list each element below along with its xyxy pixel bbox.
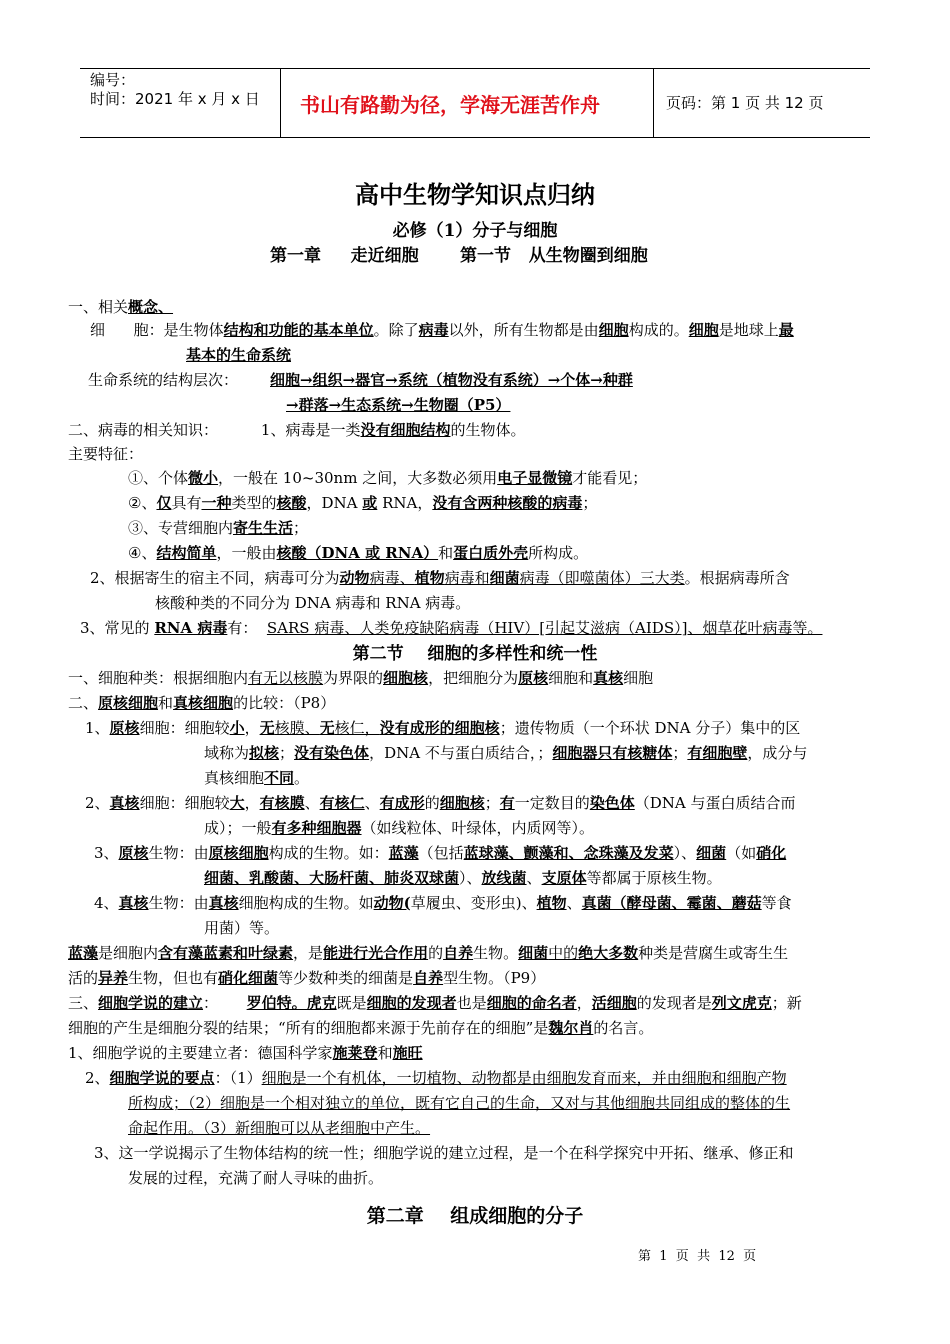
s2-heading: 二、病毒的相关知识： 1、病毒是一类没有细胞结构的生物体。: [68, 421, 526, 439]
prokaryote-cell-cont: 域称为拟核；没有染色体，DNA 不与蛋白质结合，；细胞器只有核糖体；有细胞壁，成分与: [204, 744, 808, 762]
virus-classes: 2、根据寄生的宿主不同，病毒可分为动物病毒、植物病毒和细菌病毒（即噬菌体）三大类。根据病毒所含: [90, 569, 790, 587]
header-divider: [653, 69, 654, 137]
prokaryote-cell: 1、原核细胞：细胞较小，无核膜、无核仁，没有成形的细胞核；遗传物质（一个环状 DNA 分子）集中的区: [85, 719, 801, 737]
cell-compare: 二、原核细胞和真核细胞的比较：（P8）: [68, 694, 336, 712]
main-features: 主要特征：: [68, 445, 144, 463]
header-page-info: 页码：第 1 页 共 12 页: [666, 94, 824, 112]
cell-definition-cont: 基本的生命系统: [186, 346, 292, 364]
levels-line-1: 细胞→组织→器官→系统（植物没有系统）→个体→种群: [270, 371, 633, 389]
cell-types: 一、细胞种类：根据细胞内有无以核膜为界限的细胞核，把细胞分为原核细胞和真核细胞: [68, 669, 654, 687]
cell-theory-significance: 3、这一学说揭示了生物体结构的统一性；细胞学说的建立过程，是一个在科学探究中开拓、继承、修正和: [94, 1144, 794, 1162]
levels-label: 生命系统的结构层次：: [88, 371, 239, 389]
eukaryote-cell-cont: 成）；一般有多种细胞器（如线粒体、叶绿体，内质网等）。: [204, 819, 595, 837]
page-footer: 第 1 页 共 12 页: [638, 1249, 757, 1264]
eukaryote-organism: 4、真核生物：由真核细胞构成的生物。如动物(草履虫、变形虫)、植物、真菌（酵母菌、霉菌、蘑菇等食: [94, 894, 792, 912]
blue-algae-note-cont: 活的异养生物，但也有硝化细菌等少数种类的细菌是自养型生物。（P9）: [68, 969, 546, 987]
cell-theory-heading-cont: 细胞的产生是细胞分裂的结果；“所有的细胞都来源于先前存在的细胞”是魏尔肖的名言。: [68, 1019, 654, 1037]
cell-theory-points: 2、细胞学说的要点：（1）细胞是一个有机体，一切植物、动物都是由细胞发育而来，并由细胞和细胞产物: [85, 1069, 787, 1087]
feature-3: ③、专营细胞内寄生生活；: [128, 519, 309, 537]
s1-heading: 一、相关概念、: [68, 298, 174, 316]
feature-1: ①、个体微小，一般在 10~30nm 之间，大多数必须用电子显微镜才能看见；: [128, 469, 648, 487]
eukaryote-organism-cont: 用菌）等。: [204, 919, 280, 937]
rna-viruses: 3、常见的 RNA 病毒有： SARS 病毒、人类免疫缺陷病毒（HIV）[引起艾滋病（AIDS）]、烟草花叶病毒等。: [80, 619, 823, 637]
header-serial: 编号：: [90, 71, 136, 89]
prokaryote-cell-cont2: 真核细胞不同。: [204, 769, 310, 787]
header-divider: [280, 69, 281, 137]
page-title: 高中生物学知识点归纳: [355, 181, 595, 209]
eukaryote-cell: 2、真核细胞：细胞较大，有核膜、有核仁、有成形的细胞核；有一定数目的染色体（DNA 与蛋白质结合而: [85, 794, 796, 812]
header-time: 时间：2021 年 x 月 x 日: [90, 90, 260, 108]
feature-2: ②、仅具有一种类型的核酸，DNA 或 RNA，没有含两种核酸的病毒；: [128, 494, 598, 512]
chapter1-heading: 第一章 走近细胞 第一节 从生物圈到细胞: [270, 246, 648, 266]
cell-theory-significance-cont: 发展的过程，充满了耐人寻味的曲折。: [128, 1169, 384, 1187]
levels-line-2: →群落→生态系统→生物圈（P5）: [286, 396, 511, 414]
header-motto: 书山有路勤为径，学海无涯苦作舟: [300, 93, 600, 117]
cell-definition: 细 胞：是生物体结构和功能的基本单位。除了病毒以外，所有生物都是由细胞构成的。细胞是地球上最: [90, 321, 794, 339]
blue-algae-note: 蓝藻是细胞内含有藻蓝素和叶绿素，是能进行光合作用的自养生物。细菌中的绝大多数种类是营腐生或寄生生: [68, 944, 789, 962]
cell-theory-points-cont2: 命起作用。（3）新细胞可以从老细胞中产生。: [128, 1119, 431, 1137]
virus-classes-cont: 核酸种类的不同分为 DNA 病毒和 RNA 病毒。: [155, 594, 471, 612]
chapter2-heading: 第二章 组成细胞的分子: [366, 1205, 584, 1227]
section2-heading: 第二节 细胞的多样性和统一性: [352, 644, 598, 664]
page-subtitle: 必修（1）分子与细胞: [392, 221, 558, 241]
prokaryote-organism-cont: 细菌、乳酸菌、大肠杆菌、肺炎双球菌）、放线菌、支原体等都属于原核生物。: [204, 869, 722, 887]
cell-theory-heading: 三、细胞学说的建立： 罗伯特。虎克既是细胞的发现者也是细胞的命名者，活细胞的发现者是列文虎克；新: [68, 994, 802, 1012]
feature-4: ④、结构简单，一般由核酸（DNA 或 RNA）和蛋白质外壳所构成。: [128, 544, 589, 562]
cell-theory-points-cont: 所构成；（2）细胞是一个相对独立的单位，既有它自己的生命，又对与其他细胞共同组成的整体的生: [128, 1094, 791, 1112]
cell-theory-founders: 1、细胞学说的主要建立者：德国科学家施莱登和施旺: [68, 1044, 423, 1062]
prokaryote-organism: 3、原核生物：由原核细胞构成的生物。如：蓝藻（包括蓝球藻、颤藻和、念珠藻及发菜）、细菌（如硝化: [94, 844, 787, 862]
